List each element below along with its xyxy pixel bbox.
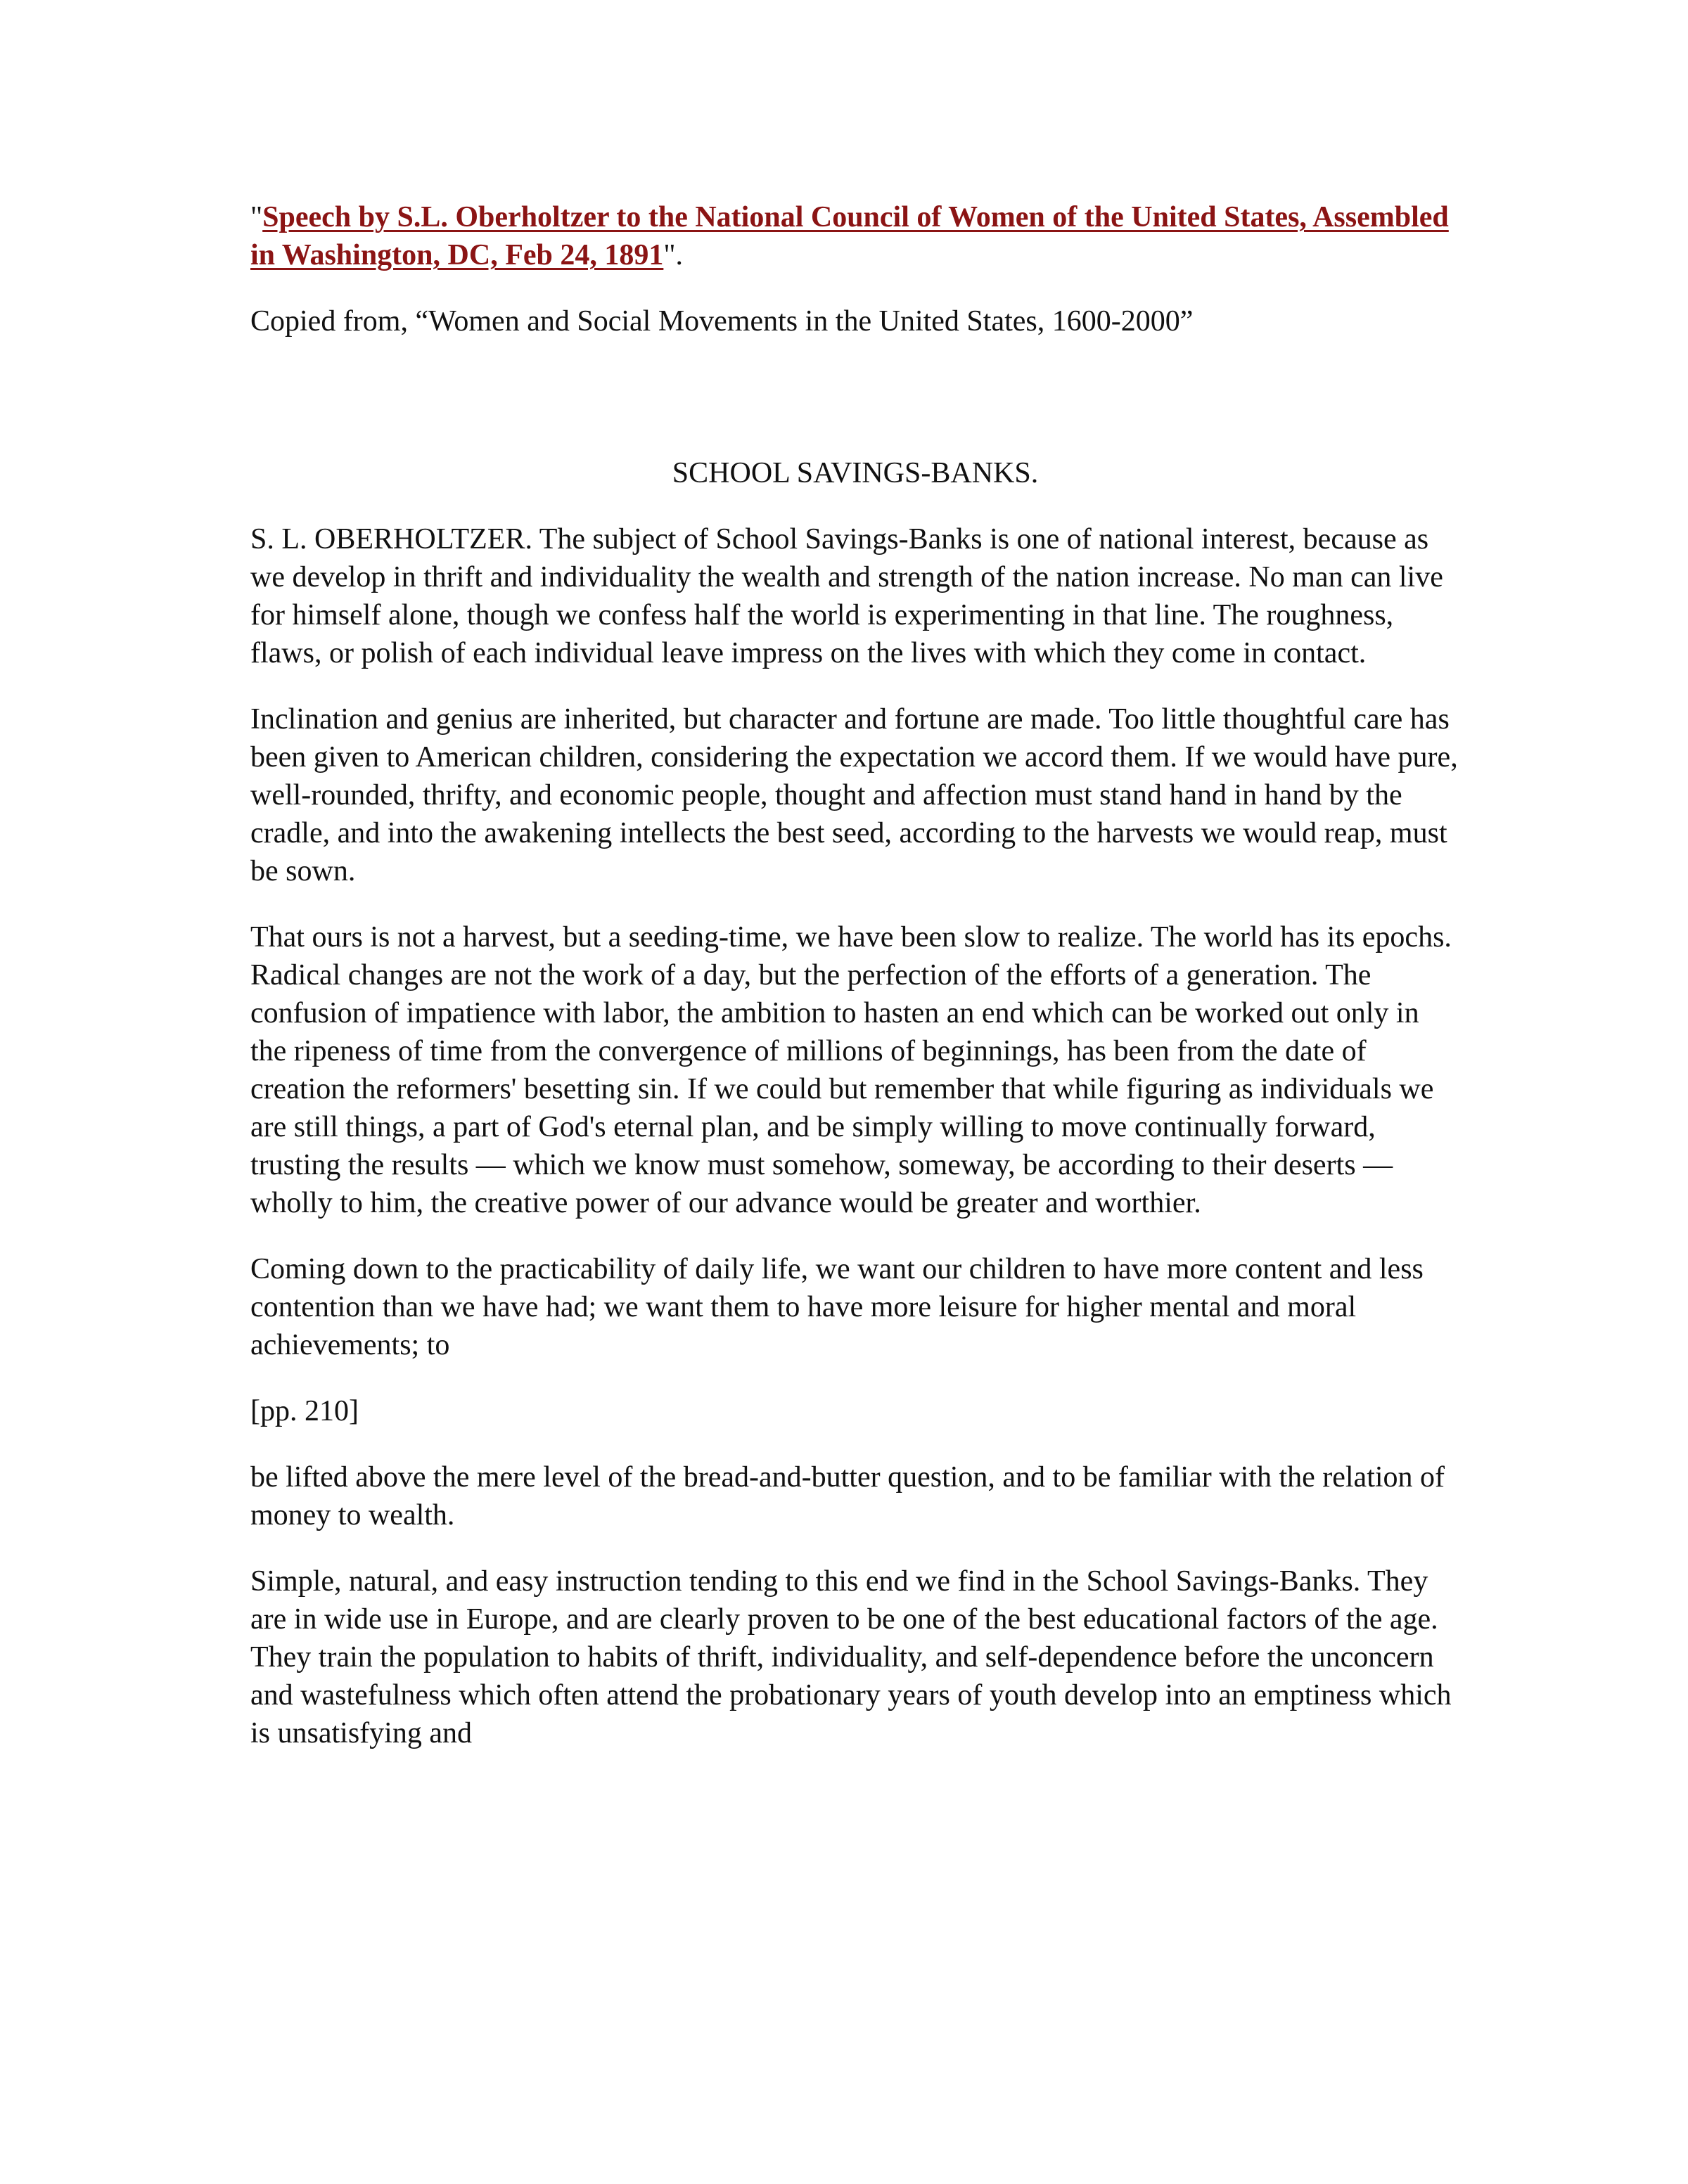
source-line: Copied from, “Women and Social Movements in the United States, 1600-2000” xyxy=(250,305,1194,338)
body-paragraph: S. L. OBERHOLTZER. The subject of School Savings-Banks is one of national interest, because as we develop in thrift and individuality the wealth and strength of the nation increase. No man can live for himself alone, though we confess half the world is experimenting in that line. The roughness, flaws, or polish of each individual leave impress on the lives with which they come in contact. xyxy=(250,523,1443,669)
section-heading: SCHOOL SAVINGS-BANKS. xyxy=(672,457,1039,489)
body-paragraph: Coming down to the practicability of daily life, we want our children to have more content and less contention than we have had; we want them to have more leisure for higher mental and moral achievements; to xyxy=(250,1253,1424,1361)
body-paragraph: be lifted above the mere level of the bread-and-butter question, and to be familiar with the relation of money to wealth. xyxy=(250,1461,1445,1531)
title-open-quote: " xyxy=(250,201,263,233)
document-page xyxy=(250,198,1460,1752)
body-paragraph: That ours is not a harvest, but a seeding-time, we have been slow to realize. The world has its epochs. Radical changes are not the work of a day, but the perfection of the efforts of a generation. The confusion of impatience with labor, the ambition to hasten an end which can be worked out only in the ripeness of time from the convergence of millions of beginnings, has been from the date of creation the reformers' besetting sin. If we could but remember that while figuring as individuals we are still things, a part of God's eternal plan, and be simply willing to move continually forward, trusting the results — which we know must somehow, someway, be according to their deserts — wholly to him, the creative power of our advance would be greater and worthier. xyxy=(250,921,1452,1219)
speech-title-link[interactable]: Speech by S.L. Oberholtzer to the National Council of Women of the United States, Assembled in Washington, DC, Feb 24, 1891 xyxy=(250,201,1449,271)
document-title xyxy=(250,198,1460,274)
body-paragraph: Simple, natural, and easy instruction tending to this end we find in the School Savings-Banks. They are in wide use in Europe, and are clearly proven to be one of the best educational factors of the age. They train the population to habits of thrift, individuality, and self-dependence before the unconcern and wastefulness which often attend the probationary years of youth develop into an emptiness which is unsatisfying and xyxy=(250,1565,1452,1749)
body-paragraph: Inclination and genius are inherited, but character and fortune are made. Too little thoughtful care has been given to American children, considering the expectation we accord them. If we would have pure, well-rounded, thrifty, and economic people, thought and affection must stand hand in hand by the cradle, and into the awakening intellects the best seed, according to the harvests we would reap, must be sown. xyxy=(250,703,1458,887)
page-marker: [pp. 210] xyxy=(250,1395,359,1427)
title-close-quote: ". xyxy=(663,239,683,271)
